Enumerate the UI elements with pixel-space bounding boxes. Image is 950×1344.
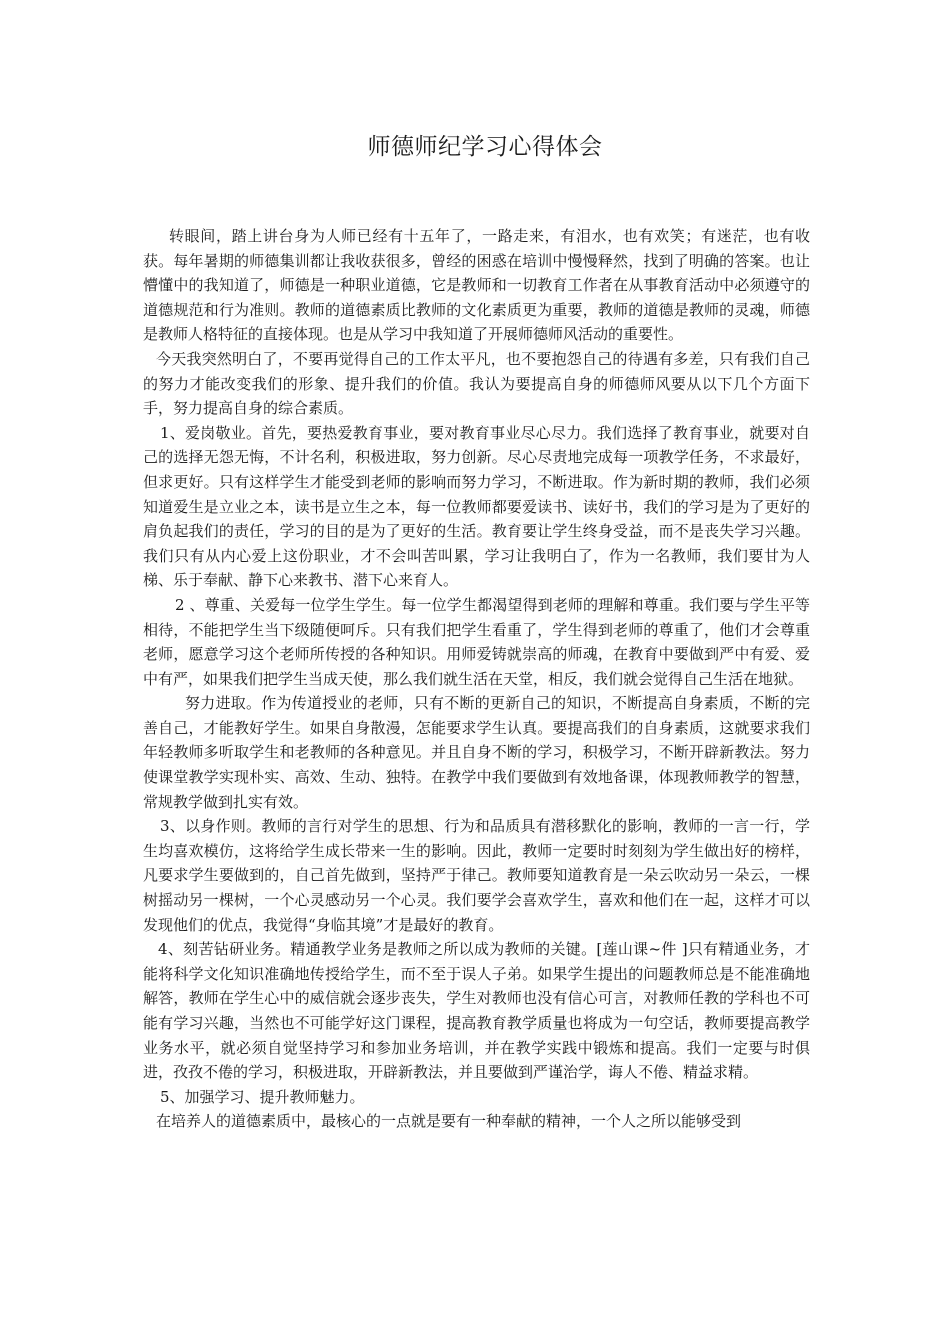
paragraph-point-3: 3、以身作则。教师的言行对学生的思想、行为和品质具有潜移默化的影响，教师的一言一行，学生均喜欢模仿，这将给学生成长带来一生的影响。因此，教师一定要时时刻刻为学生做出好的榜样，凡要求学生要做到的，自己首先做到，坚持严于律己。教师要知道教育是一朵云吹动另一朵云，一棵树摇动另一棵树，一个心灵感动另一个心灵。我们要学会喜欢学生，喜欢和他们在一起，这样才可以发现他们的优点，我觉得“身临其境”才是最好的教育。 (143, 817, 810, 934)
paragraph-progress: 努力进取。作为传道授业的老师，只有不断的更新自己的知识，不断提高自身素质，不断的完善自己，才能教好学生。如果自身散漫，怎能要求学生认真。要提高我们的自身素质，这就要求我们年轻教师多听取学生和老教师的各种意见。并且自身不断的学习，积极学习，不断开辟新教法。努力使课堂教学实现朴实、高效、生动、独特。在教学中我们要做到有效地备课，体现教师教学的智慧，常规教学做到扎实有效。 (143, 694, 810, 811)
paragraph-realization: 今天我突然明白了，不要再觉得自己的工作太平凡，也不要抱怨自己的待遇有多差，只有我们自己的努力才能改变我们的形象、提升我们的价值。我认为要提高自身的师德师风要从以下几个方面下手，努力提高自身的综合素质。 (143, 349, 810, 418)
paragraph-point-4: 4、刻苦钻研业务。精通教学业务是教师之所以成为教师的关键。[莲山课~件 ]只有精通业务，才能将科学文化知识准确地传授给学生，而不至于误人子弟。如果学生提出的问题教师总是不能准确地解答，教师在学生心中的威信就会逐步丧失，学生对教师也没有信心可言，对教师任教的学科也不可能有学习兴趣，当然也不可能学好这门课程，提高教育教学质量也将成为一句空话，教师要提高教学业务水平，就必须自觉坚持学习和参加业务培训，并在教学实践中锻炼和提高。我们一定要与时俱进，孜孜不倦的学习，积极进取，开辟新教法，并且要做到严谨治学，诲人不倦、精益求精。 (143, 940, 810, 1082)
paragraph-point-1: 1、爱岗敬业。首先，要热爱教育事业，要对教育事业尽心尽力。我们选择了教育事业，就要对自己的选择无怨无悔，不计名利，积极进取，努力创新。尽心尽责地完成每一项教学任务，不求最好，但求更好。只有这样学生才能受到老师的影响而努力学习，不断进取。作为新时期的教师，我们必须知道爱生是立业之本，读书是立生之本，每一位教师都要爱读书、读好书，我们的学习是为了更好的肩负起我们的责任，学习的目的是为了更好的生活。教育要让学生终身受益，而不是丧失学习兴趣。我们只有从内心爱上这份职业，才不会叫苦叫累，学习让我明白了，作为一名教师，我们要甘为人梯、乐于奉献、静下心来教书、潜下心来育人。 (143, 423, 810, 590)
paragraph-point-5: 5、加强学习、提升教师魅力。 (160, 1087, 365, 1106)
document-body (143, 224, 810, 1134)
paragraph-dedication: 在培养人的道德素质中，最核心的一点就是要有一种奉献的精神，一个人之所以能够受到 (156, 1112, 742, 1131)
paragraph-point-2: 2 、尊重、关爱每一位学生学生。每一位学生都渴望得到老师的理解和尊重。我们要与学生平等相待，不能把学生当下级随便呵斥。只有我们把学生看重了，学生得到老师的尊重了，他们才会尊重老师，愿意学习这个老师所传授的各种知识。用师爱铸就崇高的师魂，在教育中要做到严中有爱、爱中有严，如果我们把学生当成天使，那么我们就生活在天堂，相反，我们就会觉得自己生活在地狱。 (143, 595, 810, 688)
document-title: 师德师纪学习心得体会 (367, 134, 603, 160)
paragraph-intro: 转眼间，踏上讲台身为人师已经有十五年了，一路走来，有泪水，也有欢笑；有迷茫，也有收获。每年暑期的师德集训都让我收获很多，曾经的困惑在培训中慢慢释然，找到了明确的答案。也让懵懂中的我知道了，师德是一种职业道德，它是教师和一切教育工作者在从事教育活动中必须遵守的道德规范和行为准则。教师的道德素质比教师的文化素质更为重要，教师的道德是教师的灵魂，师德是教师人格特征的直接体现。也是从学习中我知道了开展师德师风活动的重要性。 (143, 227, 810, 344)
